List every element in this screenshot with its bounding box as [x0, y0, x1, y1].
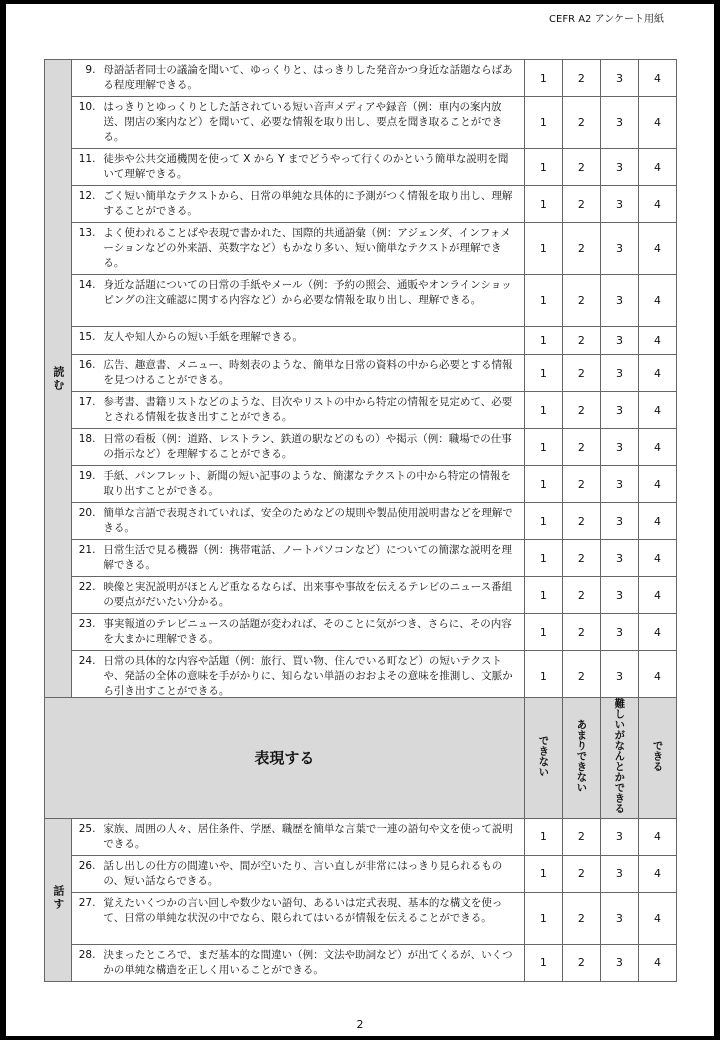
rating-option-3[interactable]: 3 — [600, 855, 638, 892]
section-title: 表現する — [45, 698, 525, 819]
rating-option-2[interactable]: 2 — [562, 355, 600, 392]
item-text: 決まったところで、まだ基本的な間違い（例：文法や助詞など）が出てくるが、いくつかの単純な構造を正しく用いることができる。 — [100, 944, 524, 981]
rating-option-1[interactable]: 1 — [524, 355, 562, 392]
table-row — [45, 97, 677, 149]
rating-option-1[interactable]: 1 — [524, 60, 562, 97]
item-number: 13. — [71, 223, 100, 275]
section-label: 話す — [51, 884, 65, 911]
rating-option-2[interactable]: 2 — [562, 97, 600, 149]
rating-option-4[interactable]: 4 — [638, 275, 676, 327]
section-label-cell — [45, 60, 72, 703]
table-row — [45, 614, 677, 651]
table-row — [45, 818, 677, 855]
rating-option-1[interactable]: 1 — [524, 540, 562, 577]
item-text: 事実報道のテレビニュースの話題が変われば、そのことに気がつき、さらに、その内容を大まかに理解できる。 — [100, 614, 524, 651]
item-text: 手紙、パンフレット、新聞の短い記事のような、簡潔なテクストの中から特定の情報を取り出すことができる。 — [100, 466, 524, 503]
rating-option-1[interactable]: 1 — [524, 275, 562, 327]
rating-option-4[interactable]: 4 — [638, 503, 676, 540]
rating-option-4[interactable]: 4 — [638, 466, 676, 503]
table-row — [45, 186, 677, 223]
rating-option-2[interactable]: 2 — [562, 149, 600, 186]
rating-option-1[interactable]: 1 — [524, 149, 562, 186]
rating-option-1[interactable]: 1 — [524, 327, 562, 355]
rating-option-2[interactable]: 2 — [562, 186, 600, 223]
rating-option-1[interactable]: 1 — [524, 429, 562, 466]
table-row — [45, 855, 677, 892]
item-number: 27. — [71, 892, 100, 944]
rating-option-4[interactable]: 4 — [638, 186, 676, 223]
rating-option-4[interactable]: 4 — [638, 429, 676, 466]
item-text: 映像と実況説明がほとんど重なるならば、出来事や事故を伝えるテレビのニュース番組の要点がだいたい分かる。 — [100, 577, 524, 614]
rating-option-2[interactable]: 2 — [562, 429, 600, 466]
column-header — [600, 698, 638, 819]
item-number: 11. — [71, 149, 100, 186]
rating-option-2[interactable]: 2 — [562, 818, 600, 855]
column-header — [638, 698, 676, 819]
item-number: 25. — [71, 818, 100, 855]
item-text: はっきりとゆっくりとした話されている短い音声メディアや録音（例：車内の案内放送、閉店の案内など）を聞いて、必要な情報を取り出し、要点を聞き取ることができる。 — [100, 97, 524, 149]
rating-option-3[interactable]: 3 — [600, 540, 638, 577]
rating-option-1[interactable]: 1 — [524, 855, 562, 892]
rating-option-3[interactable]: 3 — [600, 944, 638, 981]
table-header-row — [45, 698, 677, 819]
item-text: 家族、周囲の人々、居住条件、学歴、職歴を簡単な言葉で一連の語句や文を使って説明できる。 — [100, 818, 524, 855]
page-number: 2 — [356, 1018, 364, 1031]
rating-option-2[interactable]: 2 — [562, 392, 600, 429]
item-text: 広告、趣意書、メニュー、時刻表のような、簡単な日常の資料の中から必要とする情報を見つけることができる。 — [100, 355, 524, 392]
rating-option-2[interactable]: 2 — [562, 275, 600, 327]
rating-option-1[interactable]: 1 — [524, 892, 562, 944]
item-number: 10. — [71, 97, 100, 149]
item-number: 28. — [71, 944, 100, 981]
rating-option-3[interactable]: 3 — [600, 503, 638, 540]
rating-option-2[interactable]: 2 — [562, 327, 600, 355]
rating-option-1[interactable]: 1 — [524, 818, 562, 855]
rating-option-1[interactable]: 1 — [524, 503, 562, 540]
item-text: 日常の看板（例：道路、レストラン、鉄道の駅などのもの）や掲示（例：職場での仕事の指示など）を理解することができる。 — [100, 429, 524, 466]
item-text: 日常生活で見る機器（例：携帯電話、ノートパソコンなど）についての簡潔な説明を理解できる。 — [100, 540, 524, 577]
item-text: 徒歩や公共交通機関を使って X から Y までどうやって行くのかという簡単な説明を聞いて理解できる。 — [100, 149, 524, 186]
rating-option-4[interactable]: 4 — [638, 97, 676, 149]
rating-option-4[interactable]: 4 — [638, 944, 676, 981]
item-text: 母語話者同士の議論を聞いて、ゆっくりと、はっきりした発音かつ身近な話題ならばある程度理解できる。 — [100, 60, 524, 97]
table-row — [45, 651, 677, 703]
rating-option-3[interactable]: 3 — [600, 892, 638, 944]
item-number: 21. — [71, 540, 100, 577]
rating-option-4[interactable]: 4 — [638, 651, 676, 703]
table-row — [45, 327, 677, 355]
rating-option-4[interactable]: 4 — [638, 392, 676, 429]
column-header — [524, 698, 562, 819]
rating-option-1[interactable]: 1 — [524, 944, 562, 981]
column-header — [562, 698, 600, 819]
item-text: よく使われることばや表現で書かれた、国際的共通語彙（例：アジェンダ、インフォメーションなどの外来語、英数字など）もかなり多い、短い簡単なテクストが理解できる。 — [100, 223, 524, 275]
rating-option-2[interactable]: 2 — [562, 614, 600, 651]
rating-option-4[interactable]: 4 — [638, 614, 676, 651]
rating-option-4[interactable]: 4 — [638, 892, 676, 944]
item-text: 簡単な言語で表現されていれば、安全のためなどの規則や製品使用説明書などを理解できる。 — [100, 503, 524, 540]
rating-option-3[interactable]: 3 — [600, 355, 638, 392]
item-text: ごく短い簡単なテクストから、日常の単純な具体的に予測がつく情報を取り出し、理解することができる。 — [100, 186, 524, 223]
item-number: 16. — [71, 355, 100, 392]
rating-option-4[interactable]: 4 — [638, 60, 676, 97]
table-row — [45, 944, 677, 981]
item-text: 参考書、書籍リストなどのような、目次やリストの中から特定の情報を見定めて、必要とされる情報を抜き出すことができる。 — [100, 392, 524, 429]
item-number: 15. — [71, 327, 100, 355]
rating-option-4[interactable]: 4 — [638, 223, 676, 275]
item-text: 話し出しの仕方の間違いや、間が空いたり、言い直しが非常にはっきり見られるものの、短い話ならできる。 — [100, 855, 524, 892]
rating-option-3[interactable]: 3 — [600, 429, 638, 466]
rating-option-4[interactable]: 4 — [638, 540, 676, 577]
rating-option-3[interactable]: 3 — [600, 60, 638, 97]
questionnaire-page — [6, 4, 714, 1036]
table-row — [45, 149, 677, 186]
column-header-label: あまりできない — [575, 719, 588, 793]
rating-option-3[interactable]: 3 — [600, 466, 638, 503]
rating-option-3[interactable]: 3 — [600, 818, 638, 855]
rating-option-4[interactable]: 4 — [638, 149, 676, 186]
table-row — [45, 540, 677, 577]
table-row — [45, 503, 677, 540]
rating-option-3[interactable]: 3 — [600, 392, 638, 429]
table-row — [45, 275, 677, 327]
rating-option-2[interactable]: 2 — [562, 577, 600, 614]
rating-option-4[interactable]: 4 — [638, 355, 676, 392]
rating-option-2[interactable]: 2 — [562, 651, 600, 703]
rating-option-2[interactable]: 2 — [562, 540, 600, 577]
item-text: 日常の具体的な内容や話題（例：旅行、買い物、住んでいる町など）の短いテクストや、発話の全体の意味を手がかりに、知らない単語のおおよその意味を推測し、文脈から引き出すことができる。 — [100, 651, 524, 703]
item-number: 22. — [71, 577, 100, 614]
rating-option-2[interactable]: 2 — [562, 503, 600, 540]
rating-option-1[interactable]: 1 — [524, 223, 562, 275]
column-header-label: できない — [537, 734, 550, 777]
rating-option-4[interactable]: 4 — [638, 327, 676, 355]
rating-option-2[interactable]: 2 — [562, 60, 600, 97]
table-row — [45, 577, 677, 614]
rating-option-3[interactable]: 3 — [600, 327, 638, 355]
section-label: 読む — [51, 366, 65, 392]
rating-option-2[interactable]: 2 — [562, 944, 600, 981]
table-row — [45, 892, 677, 944]
item-text: 身近な話題についての日常の手紙やメール（例：予約の照会、通販やオンラインショッピングの注文確認に関する内容など）から必要な情報を取り出し、理解できる。 — [100, 275, 524, 327]
table-row — [45, 466, 677, 503]
rating-option-4[interactable]: 4 — [638, 577, 676, 614]
rating-option-1[interactable]: 1 — [524, 651, 562, 703]
rating-option-3[interactable]: 3 — [600, 614, 638, 651]
rating-option-1[interactable]: 1 — [524, 97, 562, 149]
rating-option-4[interactable]: 4 — [638, 818, 676, 855]
rating-option-1[interactable]: 1 — [524, 577, 562, 614]
rating-option-4[interactable]: 4 — [638, 855, 676, 892]
rating-option-3[interactable]: 3 — [600, 223, 638, 275]
rating-option-3[interactable]: 3 — [600, 186, 638, 223]
page-header: CEFR A2 アンケート用紙 — [549, 14, 664, 25]
item-number: 14. — [71, 275, 100, 327]
table-row — [45, 429, 677, 466]
table-row — [45, 355, 677, 392]
expression-table — [44, 697, 677, 982]
rating-option-1[interactable]: 1 — [524, 614, 562, 651]
item-number: 26. — [71, 855, 100, 892]
rating-option-3[interactable]: 3 — [600, 275, 638, 327]
column-header-label: できる — [651, 740, 664, 772]
rating-option-3[interactable]: 3 — [600, 97, 638, 149]
rating-option-1[interactable]: 1 — [524, 392, 562, 429]
rating-option-3[interactable]: 3 — [600, 651, 638, 703]
item-number: 17. — [71, 392, 100, 429]
reading-table — [44, 59, 677, 703]
item-number: 20. — [71, 503, 100, 540]
item-number: 18. — [71, 429, 100, 466]
item-number: 12. — [71, 186, 100, 223]
item-text: 覚えたいくつかの言い回しや数少ない語句、あるいは定式表現、基本的な構文を使って、日常の単純な状況の中でなら、限られてはいるが情報を伝えることができる。 — [100, 892, 524, 944]
table-row — [45, 392, 677, 429]
table-row — [45, 223, 677, 275]
column-header-label: 難しいがなんとかできる — [613, 698, 626, 814]
rating-option-3[interactable]: 3 — [600, 577, 638, 614]
rating-option-2[interactable]: 2 — [562, 466, 600, 503]
rating-option-2[interactable]: 2 — [562, 855, 600, 892]
table-row — [45, 60, 677, 97]
item-text: 友人や知人からの短い手紙を理解できる。 — [100, 327, 524, 355]
rating-option-3[interactable]: 3 — [600, 149, 638, 186]
rating-option-1[interactable]: 1 — [524, 466, 562, 503]
item-number: 19. — [71, 466, 100, 503]
item-number: 9. — [71, 60, 100, 97]
section-label-cell — [45, 818, 72, 981]
rating-option-2[interactable]: 2 — [562, 223, 600, 275]
item-number: 24. — [71, 651, 100, 703]
rating-option-1[interactable]: 1 — [524, 186, 562, 223]
item-number: 23. — [71, 614, 100, 651]
rating-option-2[interactable]: 2 — [562, 892, 600, 944]
